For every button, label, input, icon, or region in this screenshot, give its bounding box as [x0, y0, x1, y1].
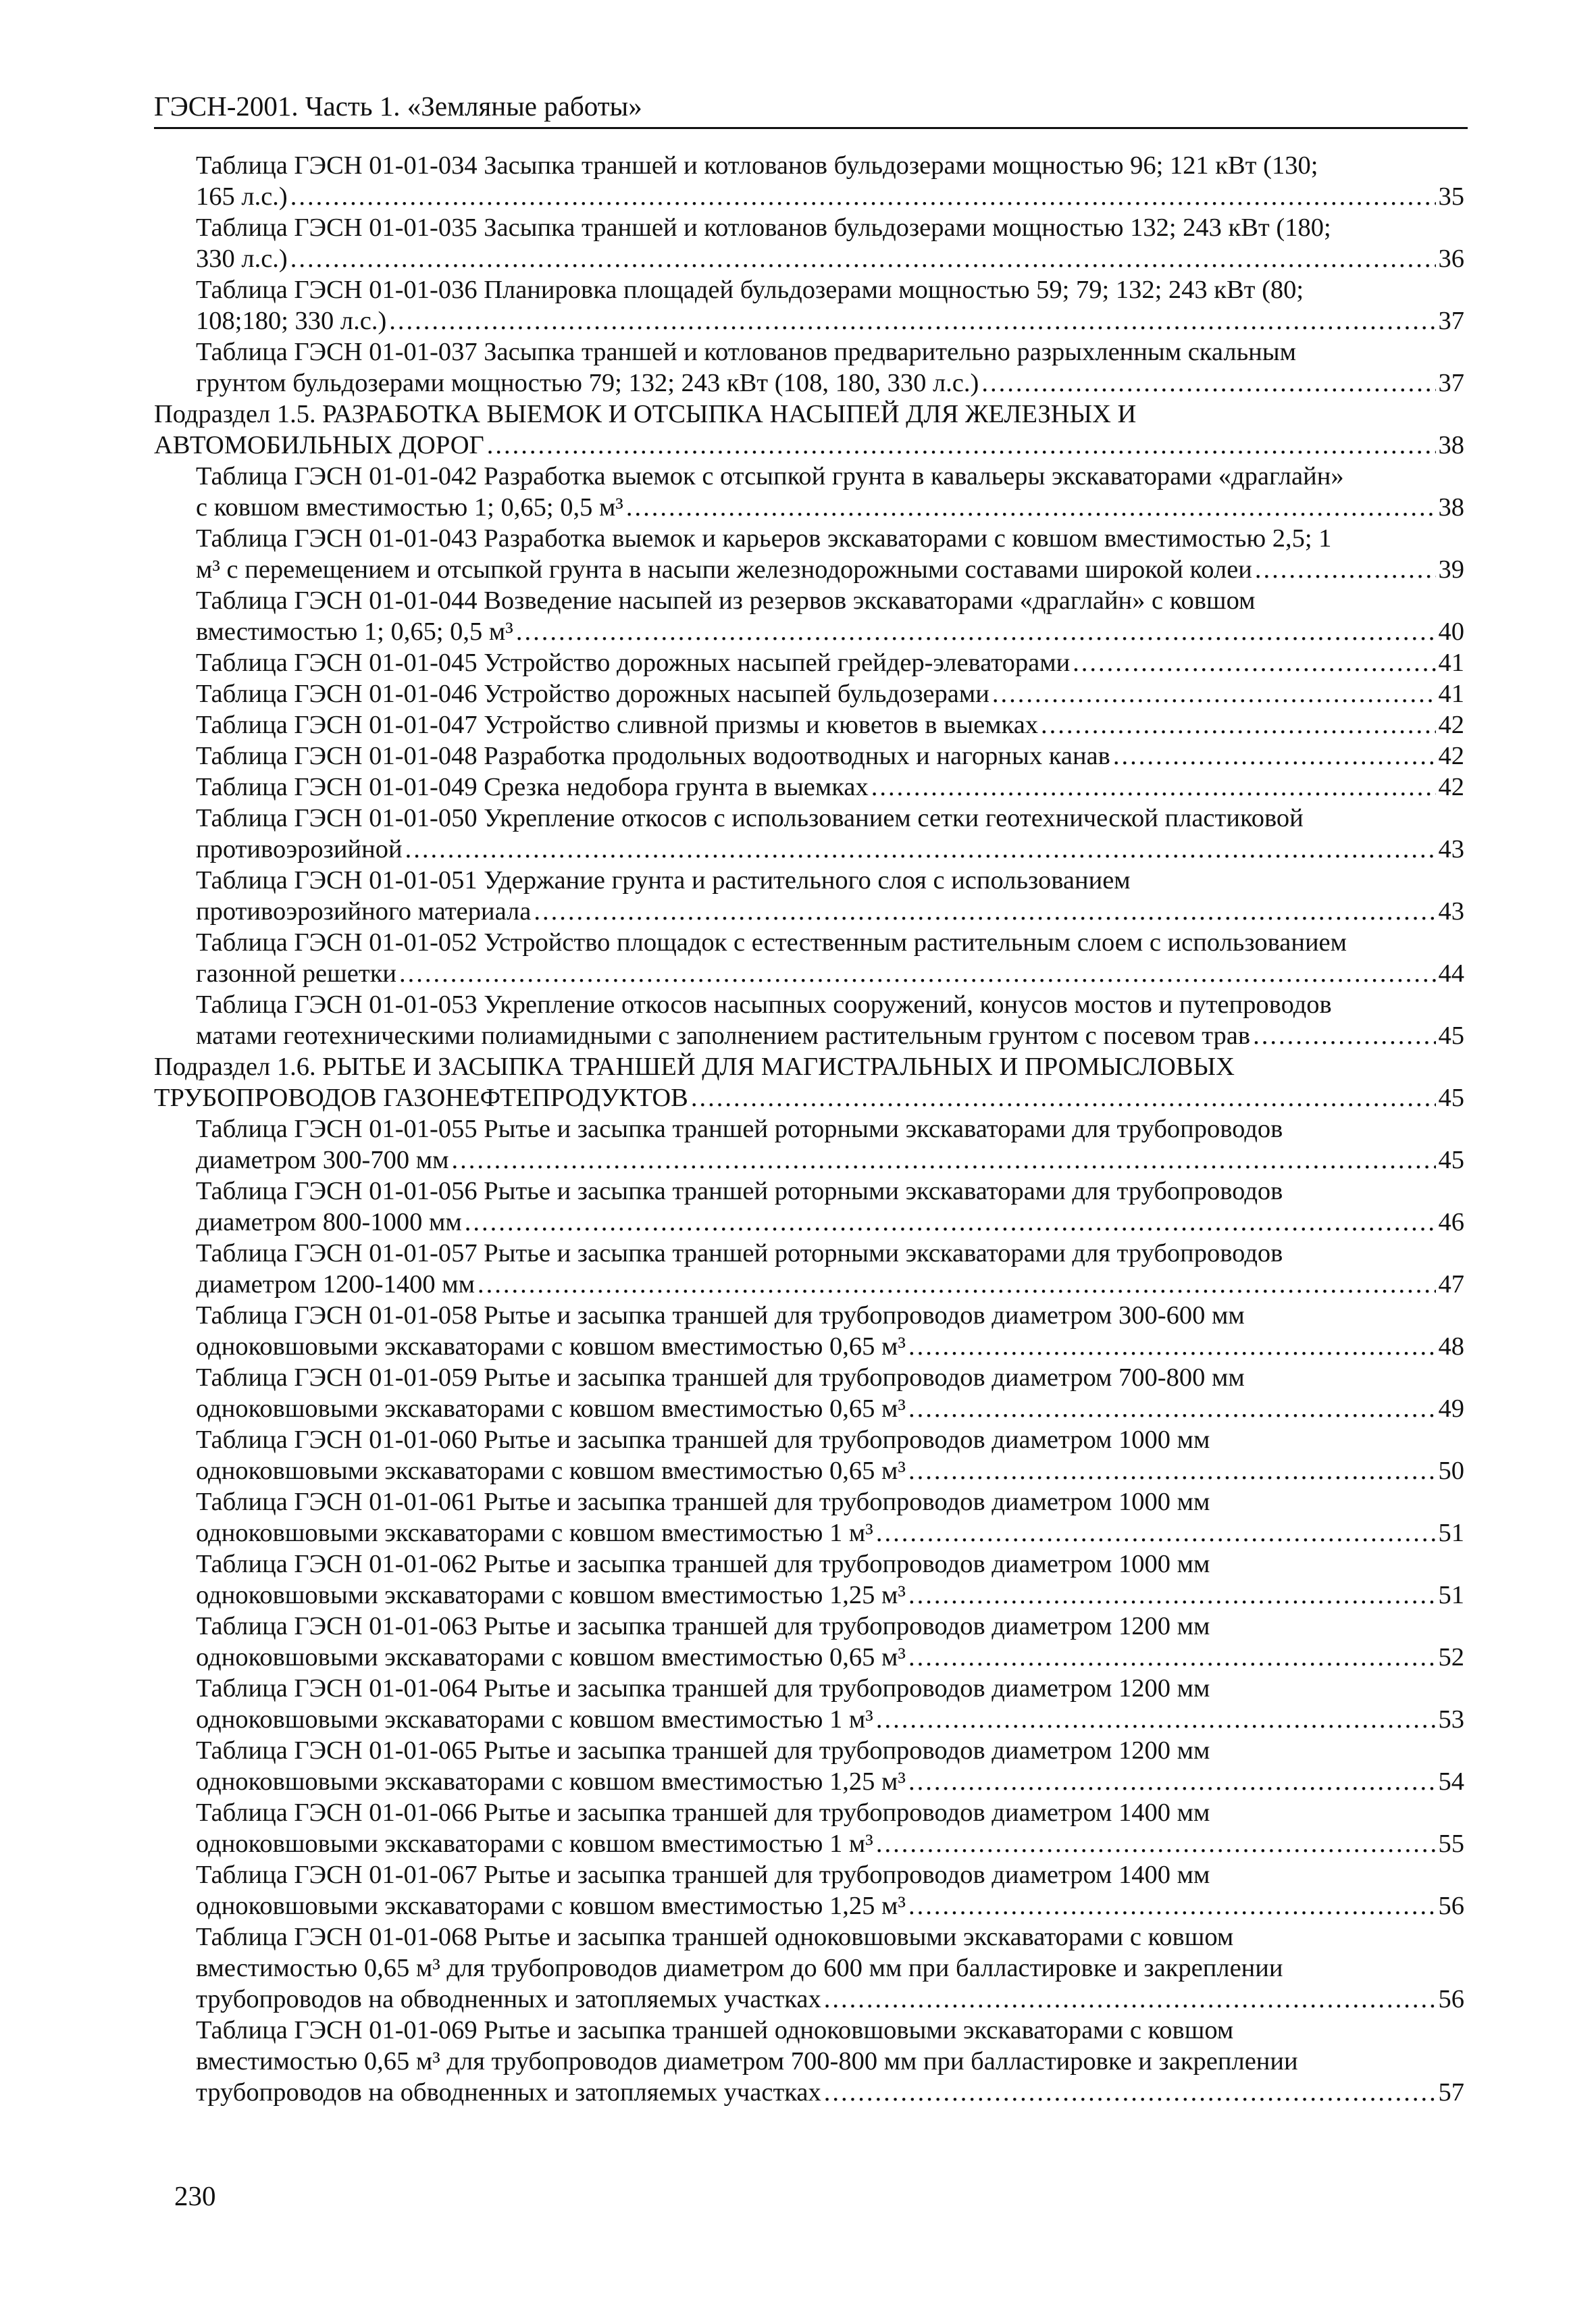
dot-leader [1041, 709, 1435, 740]
toc-page-number: 51 [1438, 1519, 1464, 1547]
toc-entry-title-end: трубопроводов на обводненных и затопляемых участках [196, 1985, 821, 2013]
toc-entry-title-end: Таблица ГЭСН 01-01-045 Устройство дорожных насыпей грейдер-элеваторами [196, 649, 1071, 677]
toc-entry-title: Таблица ГЭСН 01-01-056 Рытье и засыпка траншей роторными экскаваторами для трубопроводов [196, 1177, 1283, 1205]
dot-leader [487, 430, 1436, 461]
toc-entry-last-line [196, 1455, 1464, 1486]
toc-entry-last-line [196, 1890, 1464, 1921]
toc-entry-last-line [196, 1393, 1464, 1424]
toc-entry-title-end: противоэрозийной [196, 835, 403, 863]
toc-table-entry [154, 274, 1464, 336]
dot-leader [399, 958, 1435, 989]
toc-entry-title: вместимостью 0,65 м³ для трубопроводов диаметром 700-800 мм при балластировке и закреплении [196, 2047, 1298, 2076]
toc-entry-last-line [196, 772, 1464, 803]
toc-entry-title: Таблица ГЭСН 01-01-064 Рытье и засыпка траншей для трубопроводов диаметром 1200 мм [196, 1674, 1210, 1703]
toc-entry-title-end: м³ с перемещением и отсыпкой грунта в насыпи железнодорожными составами широкой колеи [196, 555, 1252, 584]
toc-table-entry [154, 1238, 1464, 1300]
toc-page-number: 53 [1438, 1705, 1464, 1734]
toc-entry-title: вместимостью 0,65 м³ для трубопроводов диаметром до 600 мм при балластировке и закреплении [196, 1954, 1283, 1982]
toc-entry-title-end: Таблица ГЭСН 01-01-049 Срезка недобора грунта в выемках [196, 773, 869, 801]
dot-leader [908, 1580, 1436, 1611]
dot-leader [451, 1145, 1435, 1176]
toc-page-number: 52 [1438, 1643, 1464, 1671]
toc-entry-last-line [154, 430, 1464, 461]
dot-leader [290, 181, 1436, 212]
toc-entry-title: Таблица ГЭСН 01-01-065 Рытье и засыпка траншей для трубопроводов диаметром 1200 мм [196, 1736, 1210, 1765]
toc-entry-title-end: 330 л.с.) [196, 245, 288, 273]
toc-page-number: 43 [1438, 897, 1464, 926]
toc-page-number: 43 [1438, 835, 1464, 863]
toc-entry-last-line [196, 1766, 1464, 1797]
dot-leader [876, 1704, 1436, 1735]
toc-entry-title-end: ТРУБОПРОВОДОВ ГАЗОНЕФТЕПРОДУКТОВ [154, 1084, 688, 1112]
toc-entry-title-end: одноковшовыми экскаваторами с ковшом вместимостью 0,65 м³ [196, 1643, 906, 1671]
dot-leader [389, 305, 1435, 336]
toc-page-number: 47 [1438, 1270, 1464, 1299]
toc-entry-title: Таблица ГЭСН 01-01-069 Рытье и засыпка траншей одноковшовыми экскаваторами с ковшом [196, 2016, 1234, 2044]
toc-entry-title-end: АВТОМОБИЛЬНЫХ ДОРОГ [154, 431, 484, 459]
toc-table-entry [154, 1113, 1464, 1176]
toc-entry-last-line [196, 678, 1464, 709]
toc-entry-title-end: одноковшовыми экскаваторами с ковшом вместимостью 0,65 м³ [196, 1332, 906, 1361]
toc-table-entry [154, 336, 1464, 399]
toc-entry-title: Таблица ГЭСН 01-01-068 Рытье и засыпка траншей одноковшовыми экскаваторами с ковшом [196, 1923, 1234, 1951]
dot-leader [405, 834, 1436, 865]
toc-table-entry [154, 1486, 1464, 1549]
toc-entry-title-end: одноковшовыми экскаваторами с ковшом вместимостью 0,65 м³ [196, 1394, 906, 1423]
toc-entry-last-line [196, 1020, 1464, 1051]
dot-leader [534, 896, 1435, 927]
toc-entry-title: Таблица ГЭСН 01-01-035 Засыпка траншей и котлованов бульдозерами мощностью 132; 243 кВт (180; [196, 213, 1331, 242]
dot-leader [691, 1082, 1436, 1113]
dot-leader [876, 1517, 1436, 1549]
toc-entry-title-end: одноковшовыми экскаваторами с ковшом вместимостью 1 м³ [196, 1830, 873, 1858]
toc-page-number: 56 [1438, 1985, 1464, 2013]
dot-leader [1255, 554, 1436, 585]
toc-page-number: 41 [1438, 680, 1464, 708]
toc-page-number: 42 [1438, 773, 1464, 801]
toc-table-entry [154, 1673, 1464, 1735]
toc-table-entry [154, 678, 1464, 709]
toc-page-number: 48 [1438, 1332, 1464, 1361]
dot-leader [626, 492, 1436, 523]
toc-entry-title: Таблица ГЭСН 01-01-051 Удержание грунта и растительного слоя с использованием [196, 866, 1131, 895]
toc-table-entry [154, 585, 1464, 647]
toc-table-entry [154, 150, 1464, 212]
toc-entry-title-end: диаметром 800-1000 мм [196, 1208, 462, 1236]
toc-table-entry [154, 2015, 1464, 2108]
toc-entry-title-end: противоэрозийного материала [196, 897, 532, 926]
toc-entry-title-end: 165 л.с.) [196, 182, 288, 211]
toc-page-number: 39 [1438, 555, 1464, 584]
toc-entry-title-end: газонной решетки [196, 959, 397, 988]
toc-table-entry [154, 1176, 1464, 1238]
toc-entry-last-line [196, 492, 1464, 523]
dot-leader [876, 1828, 1436, 1859]
toc-table-entry [154, 772, 1464, 803]
toc-page-number: 42 [1438, 742, 1464, 770]
dot-leader [478, 1269, 1436, 1300]
toc-entry-title-end: Таблица ГЭСН 01-01-046 Устройство дорожных насыпей бульдозерами [196, 680, 989, 708]
toc-page-number: 49 [1438, 1394, 1464, 1423]
toc-table-entry [154, 1549, 1464, 1611]
toc-entry-title: Таблица ГЭСН 01-01-043 Разработка выемок и карьеров экскаваторами с ковшом вместимостью 2,5; 1 [196, 524, 1332, 553]
toc-entry-title-end: Таблица ГЭСН 01-01-048 Разработка продольных водоотводных и нагорных канав [196, 742, 1110, 770]
dot-leader [908, 1890, 1436, 1921]
toc-entry-last-line [196, 1642, 1464, 1673]
toc-page-number: 41 [1438, 649, 1464, 677]
toc-entry-last-line [196, 958, 1464, 989]
toc-page-number: 40 [1438, 618, 1464, 646]
toc-table-entry [154, 740, 1464, 772]
toc-entry-last-line [196, 834, 1464, 865]
toc-entry-title-end: трубопроводов на обводненных и затопляемых участках [196, 2078, 821, 2107]
toc-table-entry [154, 1921, 1464, 2015]
toc-table-entry [154, 989, 1464, 1051]
toc-table-entry [154, 523, 1464, 585]
toc-entry-last-line [196, 554, 1464, 585]
toc-entry-last-line [196, 1828, 1464, 1859]
toc-table-entry [154, 927, 1464, 989]
toc-entry-title: Подраздел 1.6. РЫТЬЕ И ЗАСЫПКА ТРАНШЕЙ ДЛЯ МАГИСТРАЛЬНЫХ И ПРОМЫСЛОВЫХ [154, 1053, 1235, 1081]
toc-entry-title-end: Таблица ГЭСН 01-01-047 Устройство сливной призмы и кюветов в выемках [196, 711, 1039, 739]
toc-entry-last-line [196, 647, 1464, 678]
toc-table-entry [154, 1362, 1464, 1424]
dot-leader [824, 2077, 1436, 2108]
toc-entry-last-line [196, 1517, 1464, 1549]
toc-table-entry [154, 212, 1464, 274]
toc-page-number: 38 [1438, 431, 1464, 459]
toc-entry-title: Таблица ГЭСН 01-01-063 Рытье и засыпка траншей для трубопроводов диаметром 1200 мм [196, 1612, 1210, 1640]
toc-entry-last-line [196, 1704, 1464, 1735]
toc-entry-title-end: одноковшовыми экскаваторами с ковшом вместимостью 1,25 м³ [196, 1767, 906, 1796]
toc-entry-title-end: матами геотехническими полиамидными с заполнением растительным грунтом с посевом трав [196, 1022, 1251, 1050]
toc-entry-title: Таблица ГЭСН 01-01-037 Засыпка траншей и котлованов предварительно разрыхленным скальным [196, 338, 1296, 366]
toc-entry-title: Таблица ГЭСН 01-01-055 Рытье и засыпка траншей роторными экскаваторами для трубопроводов [196, 1115, 1283, 1143]
toc-table-entry [154, 1424, 1464, 1486]
toc-entry-title: Таблица ГЭСН 01-01-058 Рытье и засыпка траншей для трубопроводов диаметром 300-600 мм [196, 1301, 1245, 1330]
toc-table-entry [154, 803, 1464, 865]
toc-entry-last-line [196, 2077, 1464, 2108]
dot-leader [908, 1766, 1436, 1797]
toc-entry-title: Таблица ГЭСН 01-01-042 Разработка выемок с отсыпкой грунта в кавальеры экскаваторами «драглайн» [196, 462, 1344, 491]
toc-entry-title-end: диаметром 1200-1400 мм [196, 1270, 475, 1299]
toc-page-number: 54 [1438, 1767, 1464, 1796]
toc-page-number: 38 [1438, 493, 1464, 522]
dot-leader [290, 243, 1436, 274]
toc-entry-title: Таблица ГЭСН 01-01-067 Рытье и засыпка траншей для трубопроводов диаметром 1400 мм [196, 1861, 1210, 1889]
toc-entry-last-line [196, 243, 1464, 274]
toc-entry-title: Таблица ГЭСН 01-01-052 Устройство площадок с естественным растительным слоем с использованием [196, 928, 1347, 957]
toc-page-number: 55 [1438, 1830, 1464, 1858]
toc-section-entry [154, 399, 1464, 461]
toc-entry-title: Таблица ГЭСН 01-01-050 Укрепление откосов с использованием сетки геотехнической пластиковой [196, 804, 1304, 832]
toc-entry-title: Таблица ГЭСН 01-01-036 Планировка площадей бульдозерами мощностью 59; 79; 132; 243 кВт (80; [196, 276, 1304, 304]
header-rule [154, 127, 1468, 129]
toc-entry-title: Таблица ГЭСН 01-01-062 Рытье и засыпка траншей для трубопроводов диаметром 1000 мм [196, 1550, 1210, 1578]
page-number: 230 [174, 2180, 216, 2211]
toc-entry-last-line [154, 1082, 1464, 1113]
dot-leader [1113, 740, 1436, 772]
toc-page-number: 50 [1438, 1457, 1464, 1485]
dot-leader [981, 368, 1435, 399]
toc-entry-title: Таблица ГЭСН 01-01-061 Рытье и засыпка траншей для трубопроводов диаметром 1000 мм [196, 1488, 1210, 1516]
toc-entry-title-end: диаметром 300-700 мм [196, 1146, 449, 1174]
toc-table-entry [154, 1735, 1464, 1797]
toc-table-entry [154, 1611, 1464, 1673]
toc-page-number: 36 [1438, 245, 1464, 273]
toc-table-entry [154, 647, 1464, 678]
toc-entry-title: Подраздел 1.5. РАЗРАБОТКА ВЫЕМОК И ОТСЫПКА НАСЫПЕЙ ДЛЯ ЖЕЛЕЗНЫХ И [154, 400, 1137, 428]
toc-entry-last-line [196, 616, 1464, 647]
toc-section-entry [154, 1051, 1464, 1113]
toc-entry-last-line [196, 305, 1464, 336]
toc-table-entry [154, 709, 1464, 740]
toc-entry-last-line [196, 1984, 1464, 2015]
toc-page-number: 45 [1438, 1146, 1464, 1174]
toc-entry-title: Таблица ГЭСН 01-01-059 Рытье и засыпка траншей для трубопроводов диаметром 700-800 мм [196, 1363, 1245, 1392]
toc-entry-title: Таблица ГЭСН 01-01-060 Рытье и засыпка траншей для трубопроводов диаметром 1000 мм [196, 1426, 1210, 1454]
dot-leader [824, 1984, 1436, 2015]
toc-entry-title: Таблица ГЭСН 01-01-057 Рытье и засыпка траншей роторными экскаваторами для трубопроводов [196, 1239, 1283, 1267]
toc-page-number: 37 [1438, 307, 1464, 335]
toc-entry-last-line [196, 1331, 1464, 1362]
toc-page-number: 57 [1438, 2078, 1464, 2107]
toc-table-entry [154, 1859, 1464, 1921]
dot-leader [1073, 647, 1435, 678]
toc-entry-title: Таблица ГЭСН 01-01-066 Рытье и засыпка траншей для трубопроводов диаметром 1400 мм [196, 1799, 1210, 1827]
toc-entry-last-line [196, 1145, 1464, 1176]
toc-table-entry [154, 461, 1464, 523]
toc-entry-last-line [196, 368, 1464, 399]
toc-entry-title: Таблица ГЭСН 01-01-044 Возведение насыпей из резервов экскаваторами «драглайн» с ковшом [196, 586, 1256, 615]
dot-leader [908, 1393, 1436, 1424]
dot-leader [908, 1331, 1436, 1362]
toc-entry-title: Таблица ГЭСН 01-01-053 Укрепление откосов насыпных сооружений, конусов мостов и путепроводов [196, 990, 1332, 1019]
toc-entry-title-end: одноковшовыми экскаваторами с ковшом вместимостью 1 м³ [196, 1519, 873, 1547]
toc-entry-title-end: грунтом бульдозерами мощностью 79; 132; 243 кВт (108, 180, 330 л.с.) [196, 369, 979, 397]
toc-entry-last-line [196, 1269, 1464, 1300]
toc-entry-title-end: одноковшовыми экскаваторами с ковшом вместимостью 1,25 м³ [196, 1581, 906, 1609]
toc-entry-title: Таблица ГЭСН 01-01-034 Засыпка траншей и котлованов бульдозерами мощностью 96; 121 кВт (130; [196, 151, 1318, 180]
toc-entry-last-line [196, 1207, 1464, 1238]
toc-table-entry [154, 1797, 1464, 1859]
toc-page-number: 35 [1438, 182, 1464, 211]
dot-leader [992, 678, 1436, 709]
dot-leader [908, 1642, 1436, 1673]
toc-entry-title-end: 108;180; 330 л.с.) [196, 307, 387, 335]
dot-leader [516, 616, 1436, 647]
dot-leader [871, 772, 1436, 803]
toc-table-entry [154, 1300, 1464, 1362]
toc-page-number: 45 [1438, 1084, 1464, 1112]
toc-table-entry [154, 865, 1464, 927]
toc-entry-title-end: вместимостью 1; 0,65; 0,5 м³ [196, 618, 513, 646]
table-of-contents [154, 150, 1464, 2108]
toc-entry-last-line [196, 709, 1464, 740]
toc-page-number: 51 [1438, 1581, 1464, 1609]
dot-leader [1253, 1020, 1435, 1051]
dot-leader [908, 1455, 1436, 1486]
toc-entry-title-end: одноковшовыми экскаваторами с ковшом вместимостью 1,25 м³ [196, 1892, 906, 1920]
running-header: ГЭСН-2001. Часть 1. «Земляные работы» [154, 91, 642, 122]
toc-page-number: 42 [1438, 711, 1464, 739]
toc-entry-title-end: с ковшом вместимостью 1; 0,65; 0,5 м³ [196, 493, 623, 522]
toc-page-number: 37 [1438, 369, 1464, 397]
toc-page-number: 45 [1438, 1022, 1464, 1050]
toc-entry-title-end: одноковшовыми экскаваторами с ковшом вместимостью 1 м³ [196, 1705, 873, 1734]
toc-entry-last-line [196, 181, 1464, 212]
toc-page-number: 46 [1438, 1208, 1464, 1236]
toc-entry-last-line [196, 896, 1464, 927]
dot-leader [465, 1207, 1436, 1238]
toc-entry-title-end: одноковшовыми экскаваторами с ковшом вместимостью 0,65 м³ [196, 1457, 906, 1485]
toc-entry-last-line [196, 740, 1464, 772]
toc-page-number: 44 [1438, 959, 1464, 988]
toc-page-number: 56 [1438, 1892, 1464, 1920]
toc-entry-last-line [196, 1580, 1464, 1611]
